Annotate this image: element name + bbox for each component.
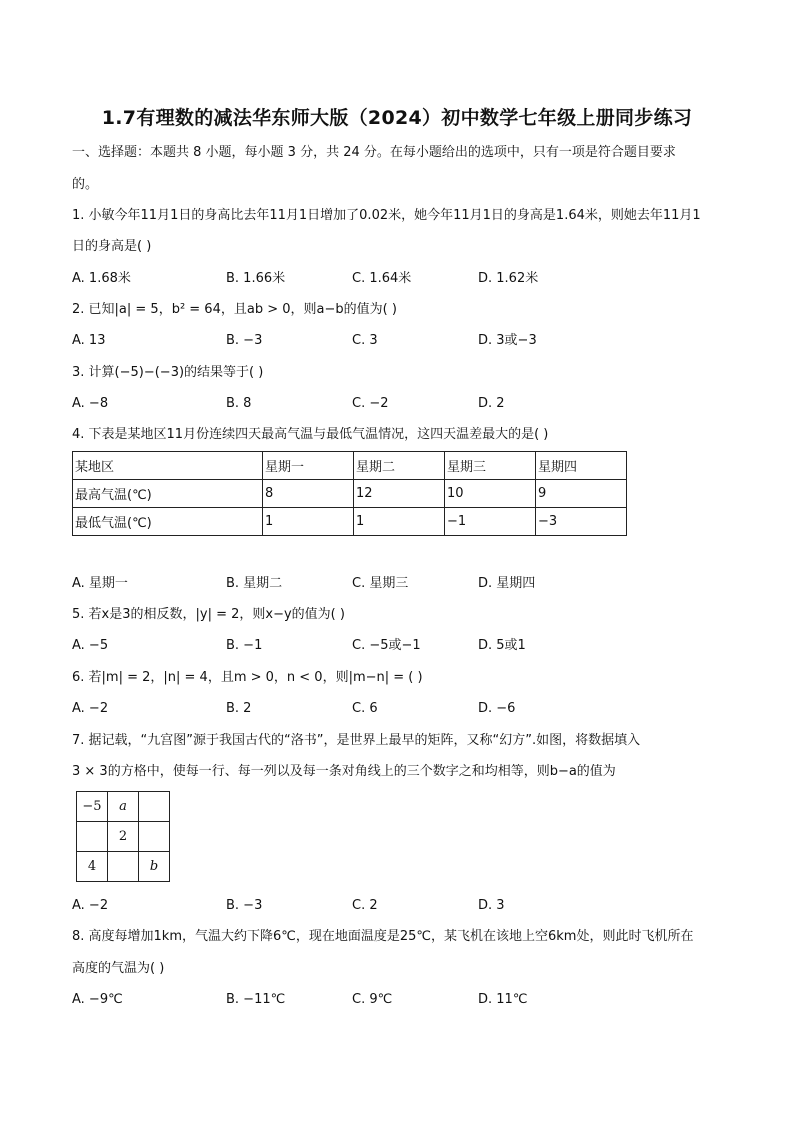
q6-option-a[interactable]: A. −2	[72, 701, 109, 716]
table-cell: 9	[536, 480, 627, 508]
section-heading-line-1: 一、选择题：本题共 8 小题，每小题 3 分，共 24 分。在每小题给出的选项中，只有一项是符合题目要求	[72, 145, 676, 160]
table-header-cell: 某地区	[73, 452, 263, 480]
q7-stem-line-2: 3 × 3的方格中，使每一行、每一列以及每一条对角线上的三个数字之和均相等，则b−a的值为	[72, 764, 616, 779]
grid-cell: −5	[77, 792, 108, 822]
q8-option-b[interactable]: B. −11℃	[226, 992, 286, 1007]
table-header-cell: 星期四	[536, 452, 627, 480]
q3-option-d[interactable]: D. 2	[478, 396, 505, 411]
grid-cell	[77, 822, 108, 852]
q6-option-b[interactable]: B. 2	[226, 701, 252, 716]
table-cell: 12	[354, 480, 445, 508]
table-cell: −3	[536, 508, 627, 536]
q4-option-c[interactable]: C. 星期三	[352, 576, 409, 591]
grid-cell	[108, 852, 139, 882]
q2-option-d[interactable]: D. 3或−3	[478, 333, 537, 348]
q7-option-b[interactable]: B. −3	[226, 898, 263, 913]
q3-option-a[interactable]: A. −8	[72, 396, 109, 411]
q5-stem: 5. 若x是3的相反数，|y| = 2，则x−y的值为( )	[72, 607, 345, 622]
q7-option-d[interactable]: D. 3	[478, 898, 505, 913]
grid-cell	[139, 792, 170, 822]
q1-stem-line-2: 日的身高是( )	[72, 239, 152, 254]
q7-stem-line-1: 7. 据记载，“九宫图”源于我国古代的“洛书”，是世界上最早的矩阵，又称“幻方”.如图，将数据填入	[72, 733, 641, 748]
q1-option-d[interactable]: D. 1.62米	[478, 271, 539, 286]
q3-option-b[interactable]: B. 8	[226, 396, 252, 411]
grid-cell: a	[108, 792, 139, 822]
q4-option-a[interactable]: A. 星期一	[72, 576, 128, 591]
magic-square-grid	[76, 791, 170, 882]
q3-stem: 3. 计算(−5)−(−3)的结果等于( )	[72, 365, 264, 380]
q8-option-c[interactable]: C. 9℃	[352, 992, 393, 1007]
grid-row	[77, 822, 170, 852]
q1-stem-line-1: 1. 小敏今年11月1日的身高比去年11月1日增加了0.02米，她今年11月1日的身高是1.64米，则她去年11月1	[72, 208, 701, 223]
table-header-row	[73, 452, 627, 480]
q1-option-a[interactable]: A. 1.68米	[72, 271, 131, 286]
q8-option-d[interactable]: D. 11℃	[478, 992, 528, 1007]
q7-option-a[interactable]: A. −2	[72, 898, 109, 913]
q6-option-d[interactable]: D. −6	[478, 701, 516, 716]
table-cell: 8	[263, 480, 354, 508]
table-cell: 10	[445, 480, 536, 508]
table-header-cell: 星期三	[445, 452, 536, 480]
q2-option-a[interactable]: A. 13	[72, 333, 106, 348]
q4-stem: 4. 下表是某地区11月份连续四天最高气温与最低气温情况，这四天温差最大的是( )	[72, 427, 549, 442]
q3-option-c[interactable]: C. −2	[352, 396, 389, 411]
grid-cell	[139, 822, 170, 852]
q2-option-c[interactable]: C. 3	[352, 333, 378, 348]
grid-row	[77, 792, 170, 822]
table-cell: −1	[445, 508, 536, 536]
table-header-cell: 星期一	[263, 452, 354, 480]
q1-option-b[interactable]: B. 1.66米	[226, 271, 286, 286]
q8-option-a[interactable]: A. −9℃	[72, 992, 123, 1007]
q1-option-c[interactable]: C. 1.64米	[352, 271, 412, 286]
table-row	[73, 480, 627, 508]
q4-option-d[interactable]: D. 星期四	[478, 576, 536, 591]
grid-cell: 2	[108, 822, 139, 852]
table-cell: 1	[354, 508, 445, 536]
q6-option-c[interactable]: C. 6	[352, 701, 378, 716]
q8-stem-line-1: 8. 高度每增加1km，气温大约下降6℃，现在地面温度是25℃，某飞机在该地上空6km处，则此时飞机所在	[72, 929, 694, 944]
q2-stem: 2. 已知|a| = 5，b² = 64，且ab > 0，则a−b的值为( )	[72, 302, 397, 317]
grid-row	[77, 852, 170, 882]
section-heading-line-2: 的。	[72, 177, 99, 192]
q2-option-b[interactable]: B. −3	[226, 333, 263, 348]
q7-option-c[interactable]: C. 2	[352, 898, 378, 913]
page-title: 1.7有理数的减法华东师大版（2024）初中数学七年级上册同步练习	[101, 107, 693, 129]
temperature-table	[72, 451, 627, 536]
q5-option-a[interactable]: A. −5	[72, 638, 109, 653]
q6-stem: 6. 若|m| = 2，|n| = 4，且m > 0，n < 0，则|m−n| = ( )	[72, 670, 423, 685]
grid-cell: b	[139, 852, 170, 882]
q5-option-c[interactable]: C. −5或−1	[352, 638, 421, 653]
q5-option-b[interactable]: B. −1	[226, 638, 263, 653]
table-row	[73, 508, 627, 536]
table-header-cell: 星期二	[354, 452, 445, 480]
table-cell: 最低气温(℃)	[73, 508, 263, 536]
q5-option-d[interactable]: D. 5或1	[478, 638, 526, 653]
table-cell: 1	[263, 508, 354, 536]
q4-option-b[interactable]: B. 星期二	[226, 576, 283, 591]
table-cell: 最高气温(℃)	[73, 480, 263, 508]
q8-stem-line-2: 高度的气温为( )	[72, 961, 165, 976]
grid-cell: 4	[77, 852, 108, 882]
